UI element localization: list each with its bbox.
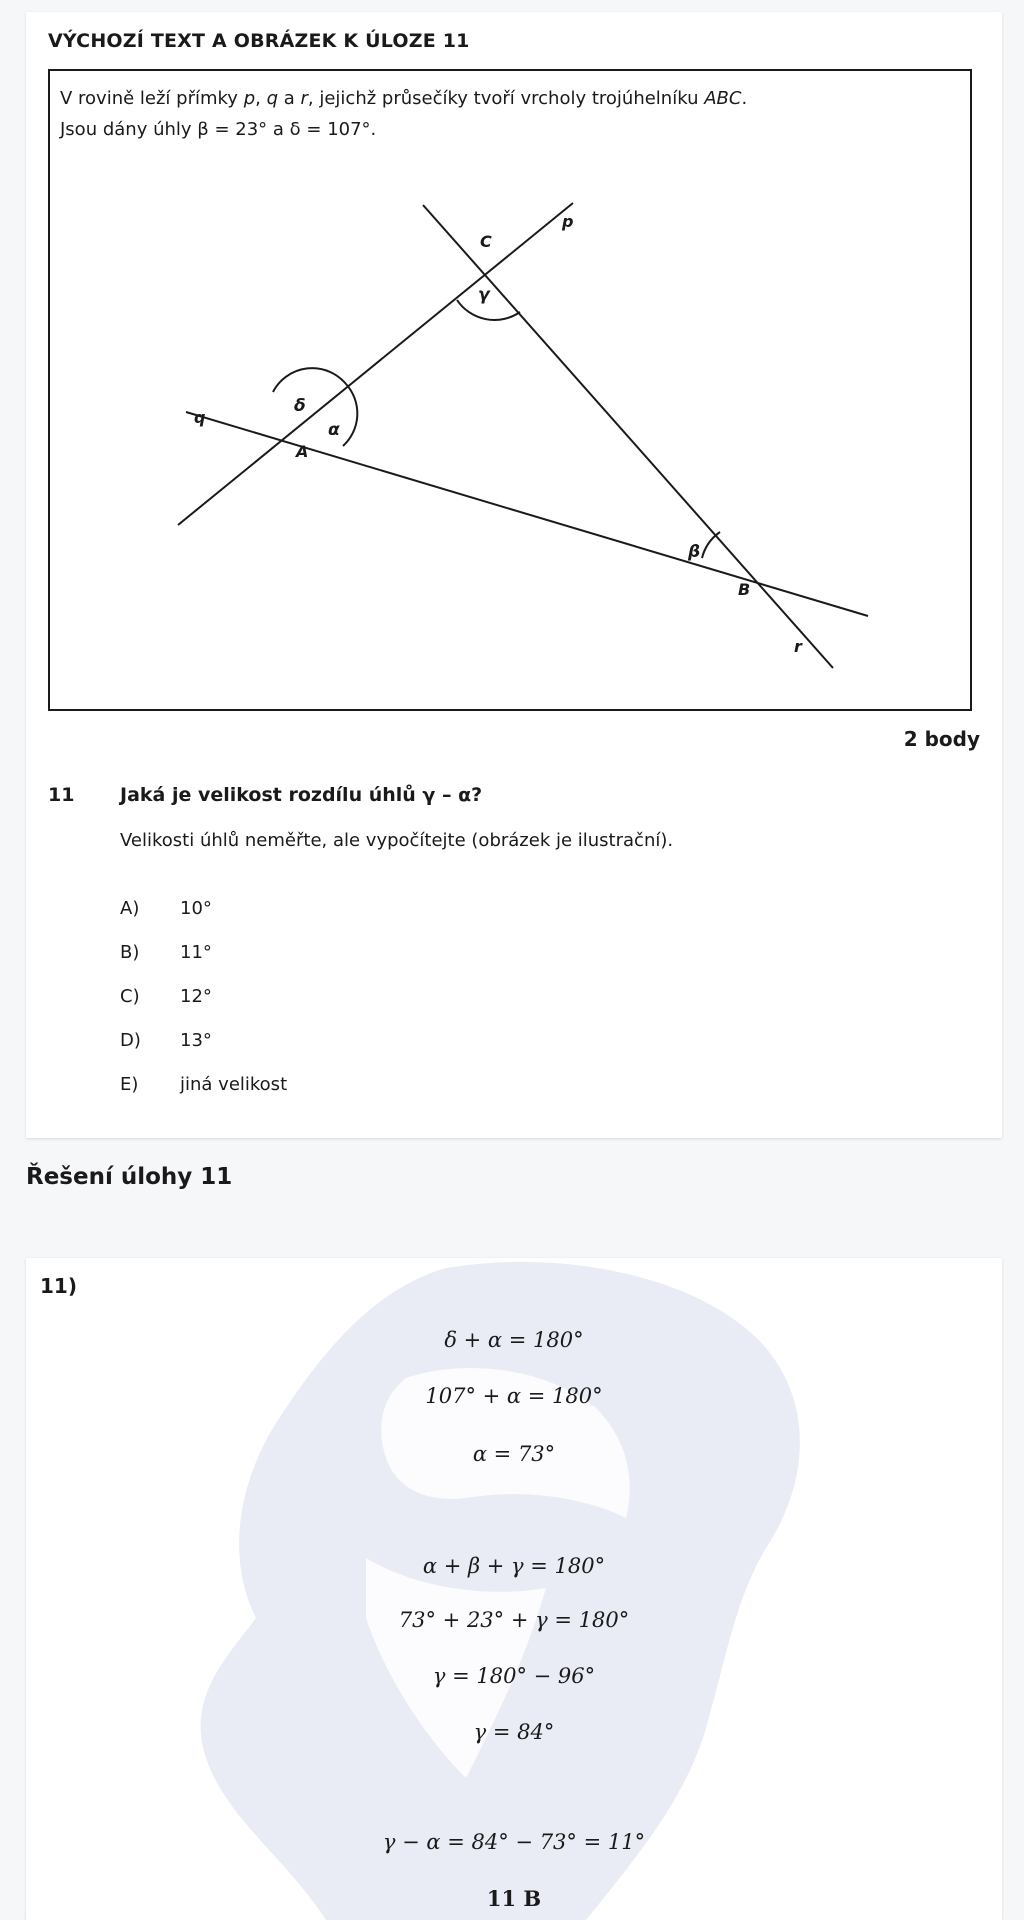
intro-part: V rovině leží přímky <box>60 88 244 109</box>
option-letter: B) <box>120 942 140 963</box>
option-letter: A) <box>120 898 140 919</box>
intro-line-p: p <box>243 88 256 109</box>
equation-2: 107° + α = 180° <box>425 1384 603 1408</box>
equation-3: α = 73° <box>472 1442 556 1466</box>
portrait-watermark <box>166 1258 866 1920</box>
option-letter: E) <box>120 1074 139 1095</box>
option-text: 12° <box>180 986 212 1007</box>
line-p <box>178 203 573 525</box>
line-r <box>423 205 833 668</box>
option-letter: D) <box>120 1030 141 1051</box>
question-text: Jaká je velikost rozdílu úhlů γ – α? <box>120 784 483 806</box>
figure-box <box>48 69 972 711</box>
intro-part: a <box>278 88 301 109</box>
question-number: 11 <box>48 784 75 806</box>
equation-4: α + β + γ = 180° <box>422 1554 606 1578</box>
line-q <box>186 412 868 616</box>
task-card <box>26 12 1002 1138</box>
option-letter: C) <box>120 986 140 1007</box>
option-text: 10° <box>180 898 212 919</box>
intro-part: , <box>255 88 267 109</box>
alpha-arc <box>343 384 357 446</box>
equation-8: γ − α = 84° − 73° = 11° <box>382 1830 646 1854</box>
triangle-figure <box>50 71 970 709</box>
label-q: q <box>194 408 206 427</box>
equation-6: γ = 180° − 96° <box>432 1664 596 1688</box>
task-heading: VÝCHOZÍ TEXT A OBRÁZEK K ÚLOZE 11 <box>48 30 470 52</box>
label-p: p <box>562 212 574 231</box>
watermark-silhouette <box>201 1262 800 1920</box>
points-label: 2 body <box>903 727 980 751</box>
solution-card <box>26 1258 1002 1920</box>
option-text: jiná velikost <box>180 1074 288 1095</box>
option-e[interactable] <box>120 1074 287 1095</box>
label-beta: β <box>688 542 701 562</box>
intro-line-q: q <box>266 88 279 109</box>
option-b[interactable] <box>120 942 212 963</box>
intro-part: . <box>741 88 748 109</box>
label-b: B <box>738 580 751 599</box>
delta-arc <box>273 368 346 392</box>
final-answer: 11 B <box>486 1886 542 1911</box>
label-delta: δ <box>294 396 306 416</box>
equation-7: γ = 84° <box>473 1720 555 1744</box>
intro-part: , jejichž průsečíky tvoří vrcholy trojúhelníku <box>307 88 705 109</box>
intro-line-2: Jsou dány úhly β = 23° a δ = 107°. <box>60 119 377 140</box>
option-c[interactable] <box>120 986 212 1007</box>
question-note: Velikosti úhlů neměřte, ale vypočítejte (obrázek je ilustrační). <box>120 830 674 851</box>
option-text: 11° <box>180 942 212 963</box>
label-a: A <box>296 442 309 461</box>
option-text: 13° <box>180 1030 212 1051</box>
option-d[interactable] <box>120 1030 212 1051</box>
equation-1: δ + α = 180° <box>444 1328 584 1352</box>
label-gamma: γ <box>478 285 490 305</box>
label-alpha: α <box>328 420 340 440</box>
label-c: C <box>480 232 492 251</box>
option-a[interactable] <box>120 898 212 919</box>
equation-5: 73° + 23° + γ = 180° <box>398 1608 630 1632</box>
label-r: r <box>794 637 802 656</box>
intro-triangle-name: ABC <box>704 88 742 109</box>
solution-label: 11) <box>40 1274 77 1298</box>
question <box>48 784 482 806</box>
solution-heading: Řešení úlohy 11 <box>26 1164 233 1190</box>
intro-line-r: r <box>300 88 308 109</box>
